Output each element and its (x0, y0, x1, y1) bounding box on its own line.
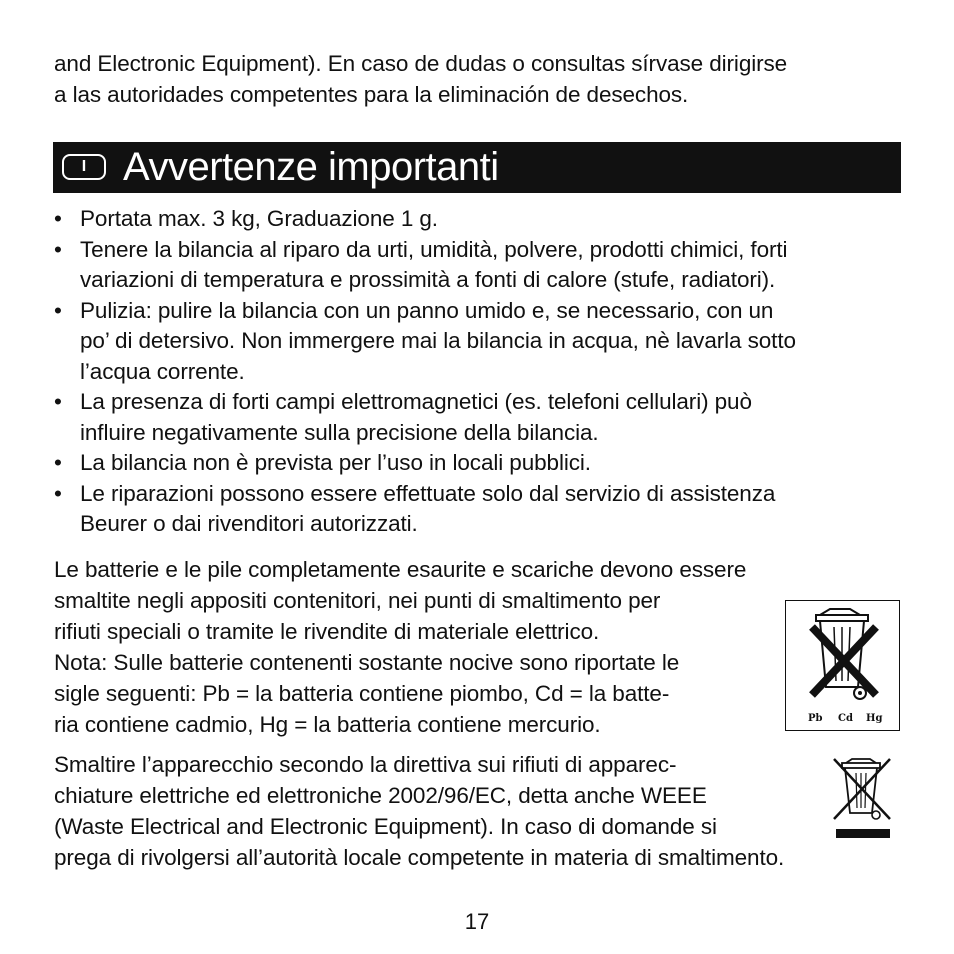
disposal-line-2: chiature elettriche ed elettroniche 2002/96/EC, detta anche WEEE (54, 783, 707, 808)
warnings-list (54, 204, 796, 540)
battery-disposal-symbol (785, 600, 900, 731)
bullet-dot: • (54, 450, 62, 475)
disposal-line-4: prega di rivolgersi all’autorità locale competente in materia di smaltimento. (54, 845, 785, 870)
weee-bin-icon (830, 753, 894, 843)
bullet-dot: • (54, 297, 62, 323)
list-item (54, 235, 796, 296)
language-badge: I (62, 154, 106, 180)
list-item-line: variazioni di temperatura e prossimità a fonti di calore (stufe, radiatori). (80, 267, 776, 292)
page-number: 17 (464, 909, 490, 934)
battery-line-5: sigle seguenti: Pb = la batteria contiene piombo, Cd = la batte- (54, 681, 670, 706)
list-item-line: Tenere la bilancia al riparo da urti, umidità, polvere, prodotti chimici, forti (80, 236, 788, 262)
battery-line-6: ria contiene cadmio, Hg = la batteria contiene mercurio. (54, 712, 601, 737)
list-item (54, 387, 796, 448)
disposal-line-3: (Waste Electrical and Electronic Equipment). In caso di domande si (54, 814, 717, 839)
list-item-line: po’ di detersivo. Non immergere mai la bilancia in acqua, nè lavarla sotto (80, 328, 796, 353)
battery-line-1: Le batterie e le pile completamente esaurite e scariche devono essere (54, 557, 747, 582)
list-item-line: La presenza di forti campi elettromagnetici (es. telefoni cellulari) può (80, 389, 752, 414)
intro-line-1: and Electronic Equipment). En caso de dudas o consultas sírvase dirigirse (54, 51, 788, 76)
bullet-dot: • (54, 206, 62, 231)
list-item (54, 296, 796, 388)
label-pb: Pb (808, 713, 823, 724)
list-item-line: influire negativamente sulla precisione della bilancia. (80, 419, 599, 445)
label-hg: Hg (866, 713, 883, 724)
crossed-bin-icon (786, 601, 898, 729)
battery-line-3: rifiuti speciali o tramite le rivendite di materiale elettrico. (54, 619, 600, 644)
list-item (54, 479, 796, 540)
section-header (53, 142, 901, 193)
list-item-line: Portata max. 3 kg, Graduazione 1 g. (80, 206, 438, 231)
disposal-line-1: Smaltire l’apparecchio secondo la direttiva sui rifiuti di apparec- (54, 752, 677, 777)
bullet-dot: • (54, 480, 62, 506)
section-title: Avvertenze importanti (123, 145, 499, 189)
bullet-dot: • (54, 236, 62, 262)
list-item-line: Beurer o dai rivenditori autorizzati. (80, 511, 418, 536)
bullet-dot: • (54, 389, 62, 414)
intro-line-2: a las autoridades competentes para la eliminación de desechos. (54, 82, 689, 107)
list-item (54, 204, 796, 235)
list-item-line: La bilancia non è prevista per l’uso in locali pubblici. (80, 450, 591, 475)
list-item-line: Le riparazioni possono essere effettuate solo dal servizio di assistenza (80, 480, 776, 506)
label-cd: Cd (838, 713, 853, 724)
battery-line-4: Nota: Sulle batterie contenenti sostante nocive sono riportate le (54, 650, 680, 675)
list-item-line: l’acqua corrente. (80, 358, 245, 384)
list-item-line: Pulizia: pulire la bilancia con un panno umido e, se necessario, con un (80, 297, 774, 323)
list-item (54, 448, 796, 479)
battery-line-2: smaltite negli appositi contenitori, nei punti di smaltimento per (54, 588, 661, 613)
